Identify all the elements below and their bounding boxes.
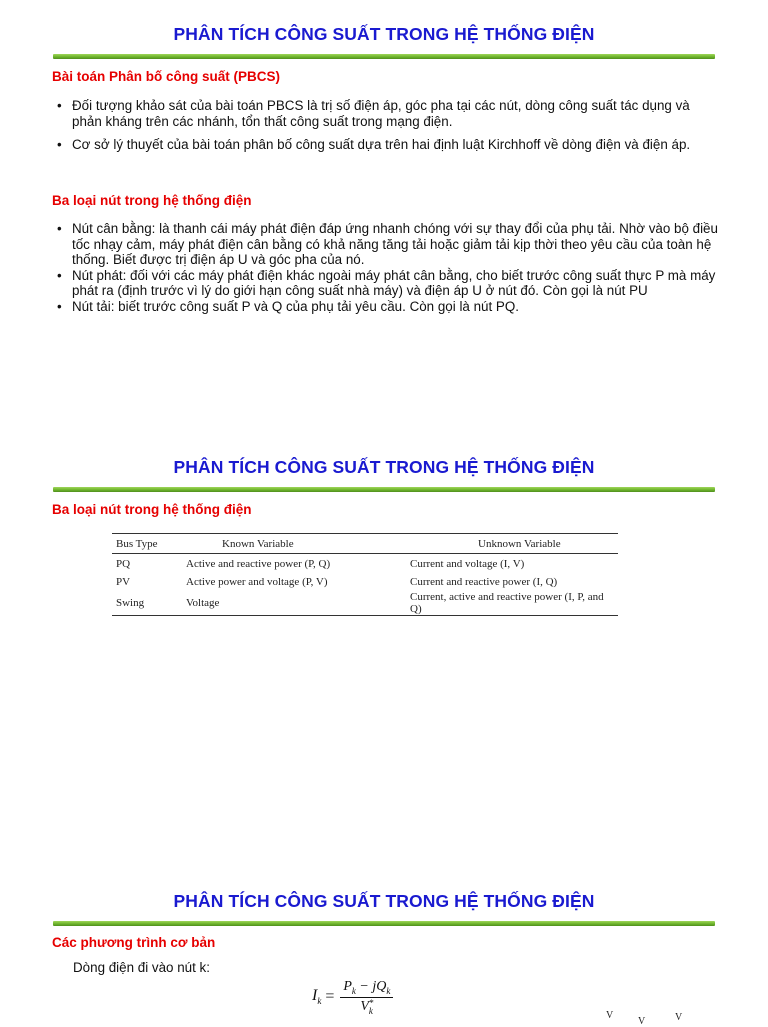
slide-1 (0, 24, 768, 59)
list-item (52, 221, 720, 268)
slide-title: PHÂN TÍCH CÔNG SUẤT TRONG HỆ THỐNG ĐIỆN (173, 891, 595, 911)
diagram-label: V (675, 1012, 683, 1023)
list-item (52, 268, 720, 299)
current-equation (312, 979, 393, 1015)
table-cell: Current and voltage (I, V) (410, 557, 525, 570)
list-item (52, 299, 720, 315)
table-cell: Active power and voltage (P, V) (186, 575, 328, 588)
table-cell: PV (116, 575, 131, 588)
slide-title: PHÂN TÍCH CÔNG SUẤT TRONG HỆ THỐNG ĐIỆN (173, 24, 595, 44)
table-cell: Active and reactive power (P, Q) (186, 557, 331, 570)
table-cell: PQ (116, 557, 131, 570)
table-header: Unknown Variable (406, 534, 618, 554)
eq-equals: = (325, 988, 335, 1005)
table-cell: Swing (112, 590, 182, 616)
table-cell: Voltage (182, 590, 406, 616)
table-header: Known Variable (182, 534, 406, 554)
bullet-list (52, 98, 722, 153)
table-cell: Current, active and reactive power (I, P, and Q) (406, 590, 618, 616)
title-divider (53, 921, 715, 926)
bullet-icon: • (57, 221, 62, 236)
bus-type-table (112, 533, 618, 616)
list-item (52, 137, 722, 153)
eq-denominator: V * k (360, 997, 374, 1016)
slide-2 (0, 457, 768, 492)
bullet-text: Nút phát: đối với các máy phát điện khác ngoài máy phát cân bằng, cho biết trước công suất thực P mà máy phát ra (định trước vì lý do giới hạn công suất nhà máy) và điện áp U ở nút đó. Còn gọi là nút PU (72, 267, 716, 298)
eq-fraction (340, 979, 393, 1015)
eq-lhs: $I_k$ (312, 987, 322, 1007)
section-heading: Các phương trình cơ bản (52, 935, 216, 950)
slide-3 (0, 891, 768, 926)
table-header: Bus Type (112, 534, 182, 554)
table-row (112, 572, 618, 590)
bullet-text: Cơ sở lý thuyết của bài toán phân bố công suất dựa trên hai định luật Kirchhoff về dòng điện và điện áp. (72, 137, 691, 152)
bullet-icon: • (57, 137, 62, 152)
table-cell: Current and reactive power (I, Q) (410, 575, 558, 588)
bullet-icon: • (57, 298, 62, 314)
list-item (52, 98, 722, 129)
bullet-text: Nút cân bằng: là thanh cái máy phát điện đáp ứng nhanh chóng với sự thay đổi của phụ tải. Nhờ vào bộ điều tốc nhạy cảm, máy phát điện cân bằng có khả năng tăng tải hoặc giảm tải kịp thời theo yêu cầu của toàn hệ thống. Biết được trị điện áp U và góc pha của nó. (72, 221, 718, 267)
table-header-row (112, 534, 618, 554)
bullet-list (52, 221, 720, 314)
table-row (112, 590, 618, 616)
title-divider (53, 54, 715, 59)
eq-numerator: $P_k - jQ_k$ (340, 979, 393, 998)
section-heading: Ba loại nút trong hệ thống điện (52, 502, 252, 517)
diagram-label: V (606, 1010, 614, 1021)
slide-title: PHÂN TÍCH CÔNG SUẤT TRONG HỆ THỐNG ĐIỆN (173, 457, 595, 477)
table-row (112, 554, 618, 573)
body-text: Dòng điện đi vào nút k: (73, 960, 210, 975)
diagram-label: V (638, 1016, 646, 1027)
bullet-text: Đối tượng khảo sát của bài toán PBCS là trị số điện áp, góc pha tại các nút, dòng công suất tác dụng và phản kháng trên các nhánh, tổn thất công suất trong mạng điện. (72, 98, 690, 129)
bullet-icon: • (57, 267, 62, 283)
section-heading: Bài toán Phân bố công suất (PBCS) (52, 69, 281, 84)
title-divider (53, 487, 715, 492)
section-heading: Ba loại nút trong hệ thống điện (52, 193, 252, 208)
bullet-icon: • (57, 98, 62, 113)
bullet-text: Nút tải: biết trước công suất P và Q của phụ tải yêu cầu. Còn gọi là nút PQ. (72, 298, 519, 314)
